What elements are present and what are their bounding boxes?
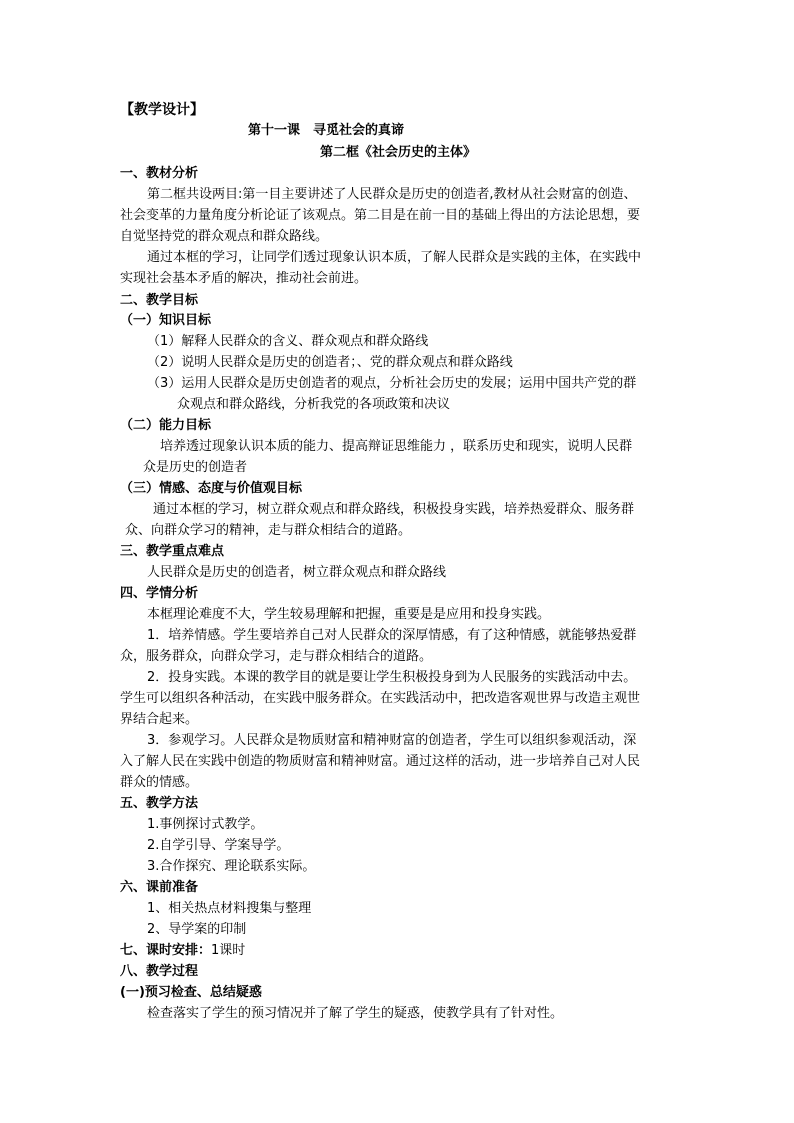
section-heading-6: 六、课前准备 (120, 880, 199, 895)
section-heading-1: 一、教材分析 (120, 166, 199, 181)
section-heading-8: 八、教学过程 (120, 964, 199, 979)
paragraph-line: 人民群众是历史的创造者，树立群众观点和群众路线 (147, 565, 447, 580)
subheading-ability: （二）能力目标 (120, 418, 212, 433)
section-heading-2: 二、教学目标 (120, 293, 199, 308)
paragraph-line: 入了解人民在实践中创造的物质财富和精神财富。通过这样的活动，进一步培养自己对人民 (120, 754, 641, 769)
section-heading-5: 五、教学方法 (120, 796, 199, 811)
paragraph-line: 检查落实了学生的预习情况并了解了学生的疑惑，使教学具有了针对性。 (147, 1006, 564, 1021)
list-item-continuation: 众观点和群众路线，分析我党的各项政策和决议 (177, 397, 451, 412)
paragraph-line: 学生可以组织各种活动，在实践中服务群众。在实践活动中，把改造客观世界与改造主观世 (120, 691, 641, 706)
paragraph-line: 本框理论难度不大，学生较易理解和把握，重要是是应用和投身实践。 (147, 607, 551, 622)
paragraph-line: 群众的情感。 (120, 775, 199, 790)
list-item: 2、导学案的印制 (147, 922, 247, 937)
list-item: 1.事例探讨式教学。 (147, 817, 264, 832)
paragraph-line: 众、向群众学习的精神，走与群众相结合的道路。 (125, 523, 412, 538)
paragraph-line: 实现社会基本矛盾的解决，推动社会前进。 (120, 271, 368, 286)
paragraph-line: 1．培养情感。学生要培养自己对人民群众的深厚情感，有了这种情感，就能够热爱群 (147, 628, 637, 643)
schedule-line (120, 941, 245, 961)
list-item: （1）解释人民群众的含义、群众观点和群众路线 (147, 334, 429, 349)
lesson-title: 第十一课 寻觅社会的真谛 (248, 123, 405, 138)
section-heading-4: 四、学情分析 (120, 586, 199, 601)
paragraph-line: 通过本框的学习，让同学们透过现象认识本质，了解人民群众是实践的主体，在实践中 (147, 250, 642, 265)
paragraph-line: 自觉坚持党的群众观点和群众路线。 (120, 229, 329, 244)
subheading-preview: (一)预习检查、总结疑惑 (120, 985, 262, 1000)
document-tag: 【教学设计】 (120, 102, 204, 118)
paragraph-line: 3．参观学习。人民群众是物质财富和精神财富的创造者，学生可以组织参观活动，深 (147, 733, 637, 748)
paragraph-line: 众是历史的创造者 (143, 460, 248, 475)
paragraph-line: 2．投身实践。本课的教学目的就是要让学生积极投身到为人民服务的实践活动中去。 (147, 670, 637, 685)
schedule-value: 1课时 (211, 943, 246, 958)
list-item: 1、相关热点材料搜集与整理 (147, 901, 312, 916)
subheading-values: （三）情感、态度与价值观目标 (120, 481, 303, 496)
paragraph-line: 界结合起来。 (120, 712, 199, 727)
paragraph-line: 第二框共设两目:第一目主要讲述了人民群众是历史的创造者,教材从社会财富的创造、 (147, 187, 637, 202)
list-item: 3.合作探究、理论联系实际。 (147, 859, 316, 874)
section-title: 第二框《社会历史的主体》 (320, 145, 477, 160)
list-item: （2）说明人民群众是历史的创造者；、党的群众观点和群众路线 (147, 355, 513, 370)
list-item: 2.自学引导、学案导学。 (147, 838, 290, 853)
subheading-knowledge: （一）知识目标 (120, 313, 212, 328)
paragraph-line: 社会变革的力量角度分析论证了该观点。第二目是在前一目的基础上得出的方法论思想，要 (120, 208, 641, 223)
section-heading-3: 三、教学重点难点 (120, 544, 225, 559)
paragraph-line: 培养透过现象认识本质的能力、提高辩证思维能力 ，联系历史和现实，说明人民群 (160, 439, 633, 454)
list-item: （3）运用人民群众是历史创造者的观点，分析社会历史的发展；运用中国共产党的群 (147, 376, 637, 391)
paragraph-line: 众，服务群众，向群众学习，走与群众相结合的道路。 (120, 649, 433, 664)
paragraph-line: 通过本框的学习，树立群众观点和群众路线，积极投身实践，培养热爱群众、服务群 (153, 502, 635, 517)
section-heading-7: 七、课时安排： (120, 943, 212, 958)
